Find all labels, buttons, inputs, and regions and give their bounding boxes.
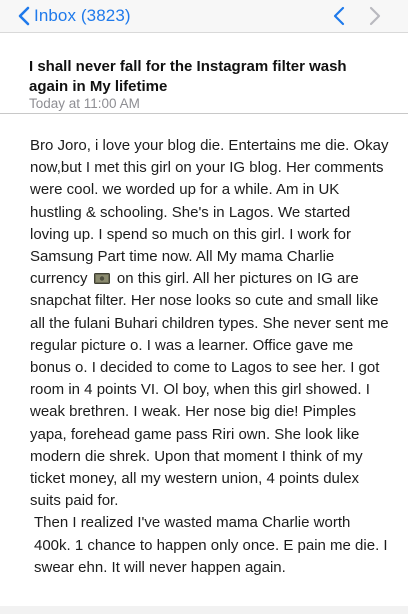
message-paragraph bbox=[30, 135, 390, 512]
mail-nav-bar bbox=[0, 0, 408, 33]
message-body bbox=[30, 135, 390, 579]
message-navigation bbox=[332, 5, 382, 27]
body-text-part-1: Bro Joro, i love your blog die. Entertains me die. Okay now,but I met this girl on your IG blog. Her comments were cool. we worded up for a while. Am in UK hustling & schooling. She's in Lagos. We started loving up. I spend so much on this girl. I work for Samsung Part time now. All My mama Charlie currency bbox=[30, 137, 389, 288]
body-text-part-2: on this girl. All her pictures on IG are snapchat filter. Her nose looks so cute and small like all the fulani Buhari children types. She never sent me regular picture o. I was a learner. Office gave me bonus o. I decided to come to Lagos to see her. I got room in 4 points VI. Ol boy, when this girl showed. I weak brethren. I weak. Her nose big die! Pimples yapa, forehead game pass Riri own. She look like modern die shrek. Upon that moment I think of my ticket money, all my western union, 4 points dulex suits paid for. bbox=[30, 270, 389, 510]
message-subject: I shall never fall for the Instagram filter wash again in My lifetime bbox=[29, 58, 347, 95]
money-bills-emoji-icon bbox=[94, 273, 110, 284]
back-to-inbox-button[interactable] bbox=[18, 4, 131, 28]
message-date: Today at 11:00 AM bbox=[29, 96, 140, 111]
body-text-part-3: Then I realized I've wasted mama Charlie worth 400k. 1 chance to happen only once. E pain me die. I swear ehn. It will never happen again. bbox=[34, 514, 388, 576]
next-message-chevron-right-icon[interactable] bbox=[368, 5, 382, 27]
message-header bbox=[0, 33, 408, 114]
chevron-left-icon bbox=[18, 6, 30, 26]
bottom-edge bbox=[0, 606, 408, 614]
message-paragraph-last bbox=[30, 512, 390, 579]
back-button-label: Inbox (3823) bbox=[34, 6, 131, 25]
previous-message-chevron-up-icon[interactable] bbox=[332, 5, 346, 27]
